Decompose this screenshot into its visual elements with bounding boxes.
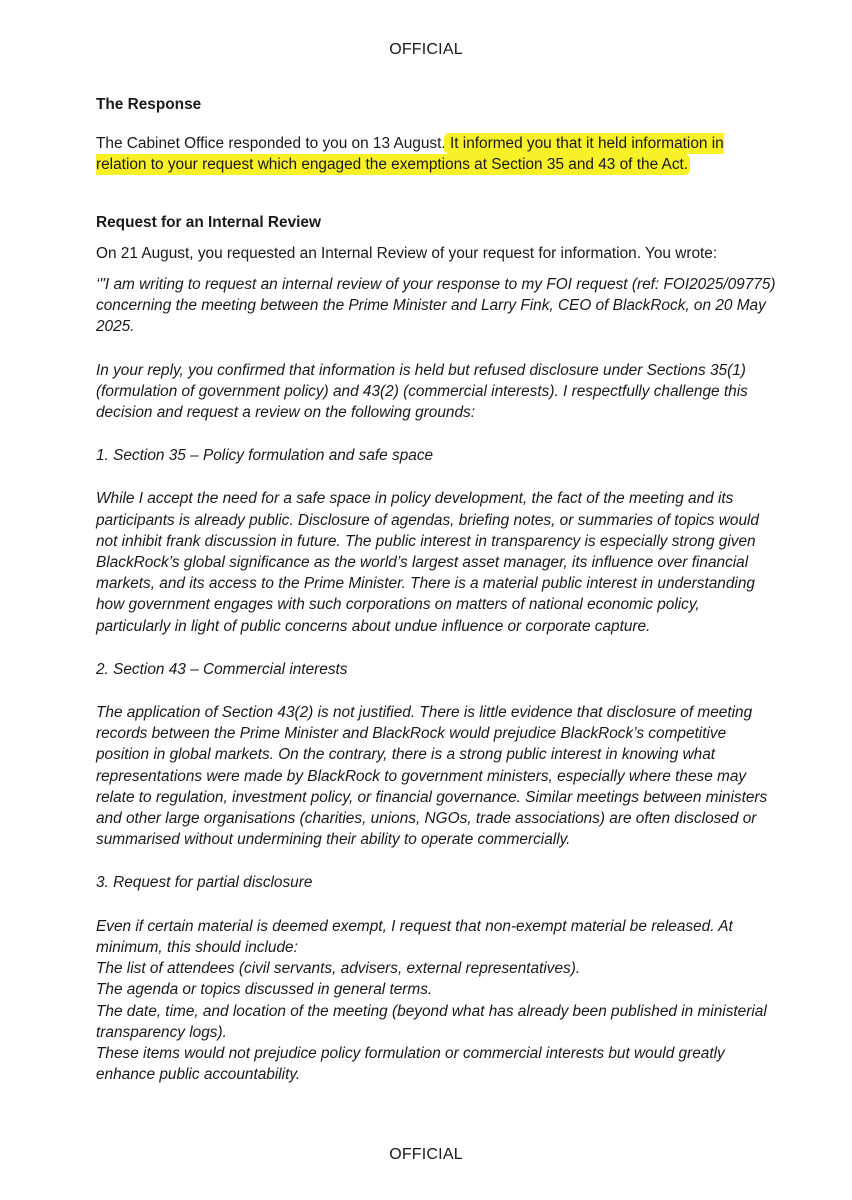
partial-disclosure-line: Even if certain material is deemed exempt, I request that non-exempt material be released. At minimum, this should include: — [96, 917, 733, 956]
response-heading: The Response — [96, 96, 202, 113]
letter-body — [96, 94, 776, 1085]
quote-open-mark: ‘" — [96, 276, 105, 294]
highlighted-text: It informed you that it held information in relation to your request which engaged the exemptions at Section 35 and 43 of the Act. — [96, 135, 724, 174]
section-35-body: While I accept the need for a safe space in policy development, the fact of the meeting and its participants is already public. Disclosure of agendas, briefing notes, or summaries of topics would not inhibit frank discussion in future. The public interest in transparency is especially strong given BlackRock’s global significance as the world’s largest asset manager, its influence over financial markets, and its access to the Prime Minister. There is a material public interest in understanding how government engages with such corporations on matters of national economic policy, particularly in light of public concerns about undue influence or corporate capture. — [96, 490, 759, 635]
partial-disclosure-line: The agenda or topics discussed in general terms. — [96, 981, 433, 999]
response-text: The Cabinet Office responded to you on 13 August. — [96, 135, 446, 153]
protective-marking-header: OFFICIAL — [389, 41, 463, 58]
quoted-paragraph-1 — [96, 274, 776, 338]
internal-review-heading: Request for an Internal Review — [96, 213, 321, 231]
quote-text-1: I am writing to request an internal review of your response to my FOI request (ref: FOI2025/09775) concerning the meeting between the Prime Minister and Larry Fink, CEO of BlackRock, on 20 May 2025. — [96, 276, 776, 336]
quoted-paragraph-2: In your reply, you confirmed that information is held but refused disclosure under Sections 35(1) (formulation of government policy) and 43(2) (commercial interests). I respectfully challenge this decision and request a review on the following grounds: — [96, 361, 748, 422]
partial-disclosure-line: The date, time, and location of the meeting (beyond what has already been published in ministerial transparency logs). — [96, 1002, 767, 1041]
protective-marking-footer: OFFICIAL — [389, 1146, 463, 1163]
section-35-title: 1. Section 35 – Policy formulation and safe space — [96, 447, 434, 465]
partial-disclosure-line: These items would not prejudice policy formulation or commercial interests but would greatly enhance public accountability. — [96, 1044, 725, 1084]
response-paragraph — [96, 133, 776, 175]
partial-disclosure-line: The list of attendees (civil servants, advisers, external representatives). — [96, 960, 581, 978]
section-43-title: 2. Section 43 – Commercial interests — [96, 660, 348, 678]
partial-disclosure-title: 3. Request for partial disclosure — [96, 874, 313, 892]
section-43-body: The application of Section 43(2) is not justified. There is little evidence that disclosure of meeting records between the Prime Minister and BlackRock would prejudice BlackRock’s competitive position in global markets. On the contrary, there is a strong public interest in knowing what representations were made by BlackRock to government ministers, especially where these may relate to regulation, investment policy, or financial governance. Similar meetings between ministers and other large organisations (charities, unions, NGOs, trade associations) are often disclosed or summarised without undermining their ability to operate commercially. — [96, 704, 768, 849]
review-intro: On 21 August, you requested an Internal Review of your request for information. You wrote: — [96, 244, 718, 262]
